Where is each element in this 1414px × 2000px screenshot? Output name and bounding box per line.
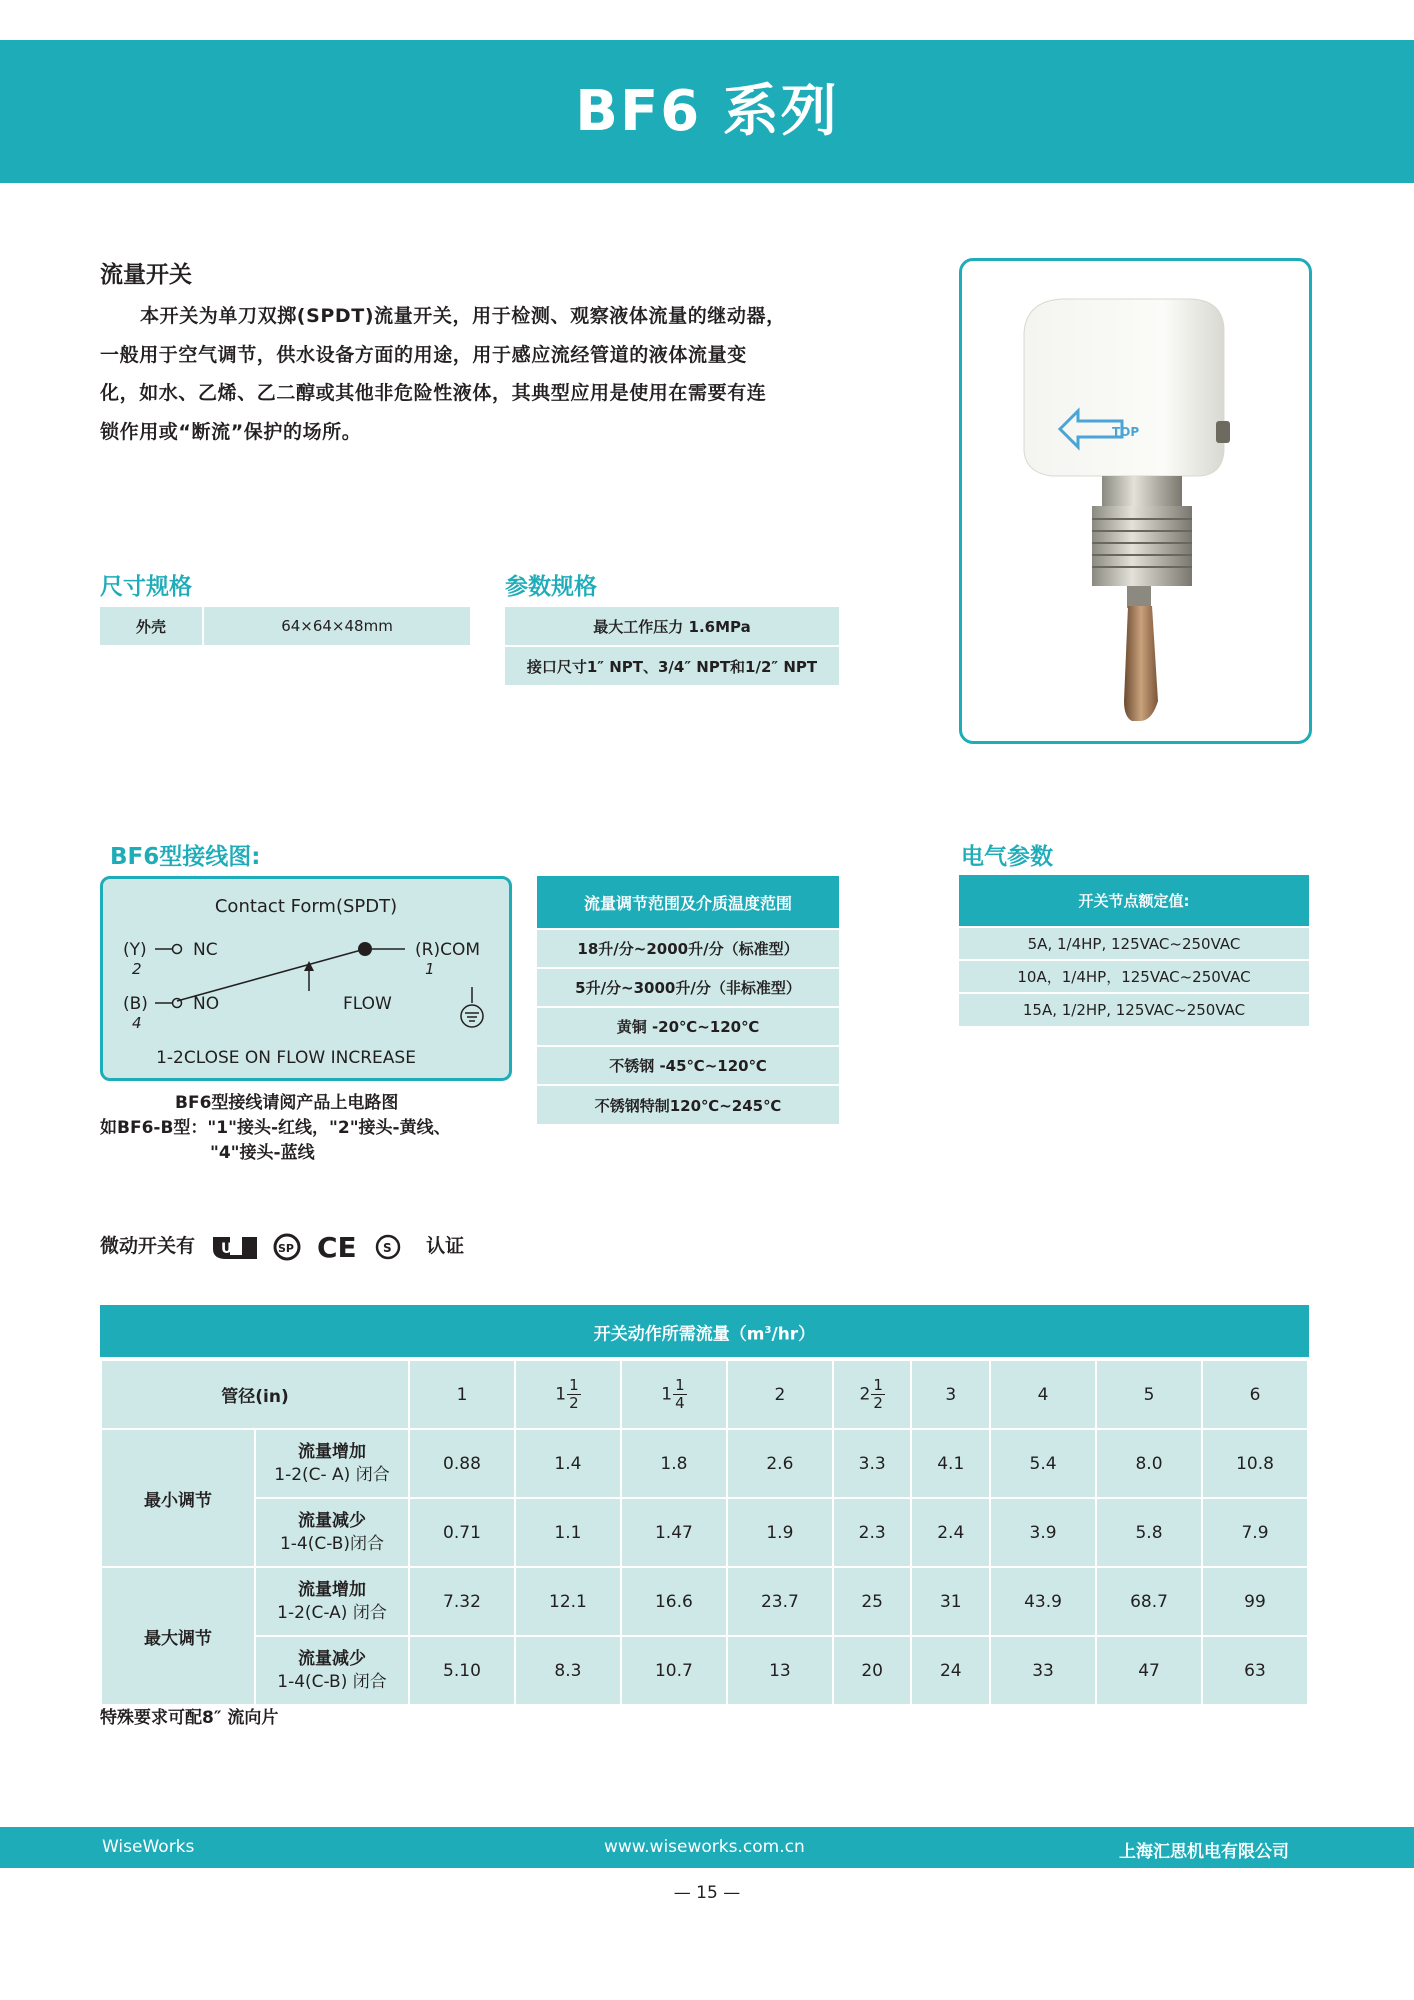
fraction-numerator: 1 (675, 1376, 685, 1394)
fraction-denominator: 2 (569, 1394, 579, 1412)
flow-value-cell: 4.1 (911, 1429, 990, 1498)
flow-table (100, 1359, 1309, 1706)
range-table-header: 流量调节范围及介质温度范围 (537, 876, 839, 929)
flow-value-cell: 0.88 (409, 1429, 515, 1498)
size-header-cell (621, 1360, 727, 1429)
com-number: 1 (425, 960, 435, 978)
page-title: BF6 系列 (575, 79, 839, 144)
ul-icon (210, 1231, 260, 1263)
ground-icon (461, 987, 483, 1027)
svg-text:CE: CE (316, 1230, 357, 1263)
csa-icon (272, 1231, 302, 1263)
intro-line: 一般用于空气调节，供水设备方面的用途，用于感应流经管道的液体流量变 (100, 343, 747, 366)
range-row: 18升/分~2000升/分（标准型） (537, 929, 839, 968)
flow-switch-image (962, 261, 1309, 741)
flow-value-cell: 2.3 (833, 1498, 912, 1567)
y-terminal-label: (Y) (123, 940, 147, 960)
flow-table-footnote: 特殊要求可配8″ 流向片 (100, 1708, 279, 1728)
size-spec-title: 尺寸规格 (100, 574, 192, 600)
size-header-label: 管径(in) (101, 1360, 409, 1429)
flow-table-title-sup: 3 (764, 1325, 772, 1336)
flow-value-cell: 63 (1202, 1636, 1308, 1705)
param-spec-table (505, 607, 839, 685)
com-label: (R)COM (415, 940, 480, 960)
size-whole: 3 (945, 1384, 957, 1405)
flow-value-cell: 47 (1096, 1636, 1202, 1705)
wiring-caption (100, 1091, 520, 1166)
b-terminal-number: 4 (132, 1014, 142, 1032)
size-header-cell (409, 1360, 515, 1429)
electrical-row: 5A, 1/4HP, 125VAC~250VAC (959, 927, 1309, 960)
electrical-table (959, 875, 1309, 1026)
flow-value-cell: 8.3 (515, 1636, 621, 1705)
flow-value-cell: 99 (1202, 1567, 1308, 1636)
size-whole: 4 (1037, 1384, 1049, 1405)
wiring-diagram-graphic (103, 879, 509, 1078)
flow-table-header-row (101, 1360, 1308, 1429)
flow-value-cell: 31 (911, 1567, 990, 1636)
flow-value-cell: 2.4 (911, 1498, 990, 1567)
nc-label: NC (193, 940, 218, 960)
certification-line (100, 1226, 464, 1266)
size-spec-table (100, 607, 470, 645)
size-whole: 1 (555, 1384, 567, 1405)
electrical-title: 电气参数 (961, 844, 1053, 870)
size-whole: 1 (456, 1384, 468, 1405)
footer-company: 上海汇思机电有限公司 (1119, 1842, 1289, 1862)
row-condition-title: 流量增加 (298, 1441, 366, 1462)
param-spec-row: 接口尺寸1″ NPT、3/4″ NPT和1/2″ NPT (505, 647, 839, 685)
row-condition (255, 1429, 409, 1498)
wiring-title: BF6型接线图: (110, 844, 261, 870)
param-spec-title: 参数规格 (505, 574, 597, 600)
flow-value-cell: 25 (833, 1567, 912, 1636)
flow-value-cell: 68.7 (1096, 1567, 1202, 1636)
group-label: 最大调节 (101, 1567, 255, 1705)
row-condition-title: 流量减少 (298, 1648, 366, 1669)
flow-table-row (101, 1636, 1308, 1705)
product-photo (959, 258, 1312, 744)
contact-form-label: Contact Form(SPDT) (214, 896, 398, 917)
flow-value-cell: 7.32 (409, 1567, 515, 1636)
row-condition-contacts: 1-4(C-B) 闭合 (277, 1671, 387, 1692)
range-table (537, 876, 839, 1124)
size-header-cell (1202, 1360, 1308, 1429)
size-whole: 2 (774, 1384, 786, 1405)
range-row: 不锈钢特制120℃~245℃ (537, 1085, 839, 1124)
svg-text:U: U (220, 1240, 233, 1257)
svg-text:S: S (382, 1240, 392, 1255)
certification-prefix: 微动开关有 (100, 1235, 196, 1257)
flow-table-row (101, 1429, 1308, 1498)
size-header-cell (833, 1360, 912, 1429)
footer-website[interactable]: www.wiseworks.com.cn (604, 1837, 805, 1857)
footer-bar (0, 1827, 1414, 1868)
svg-text:TOP: TOP (1112, 425, 1140, 439)
row-condition (255, 1498, 409, 1567)
electrical-row: 10A，1/4HP，125VAC~250VAC (959, 960, 1309, 993)
wiring-caption-line: BF6型接线请阅产品上电路图 (175, 1093, 399, 1113)
flow-table-title-unit: /hr） (771, 1324, 816, 1345)
ce-icon (317, 1231, 361, 1263)
electrical-row: 15A, 1/2HP, 125VAC~250VAC (959, 993, 1309, 1026)
y-terminal-number: 2 (132, 960, 142, 978)
flow-table-title (100, 1305, 1309, 1357)
b-terminal-label: (B) (123, 994, 148, 1014)
flow-table-title-text: 开关动作所需流量（m (593, 1324, 765, 1345)
flow-value-cell: 12.1 (515, 1567, 621, 1636)
intro-line: 化，如水、乙烯、乙二醇或其他非危险性液体，其典型应用是使用在需要有连 (100, 382, 767, 404)
intro-title: 流量开关 (100, 262, 192, 288)
param-spec-row: 最大工作压力 1.6MPa (505, 607, 839, 645)
size-header-cell (911, 1360, 990, 1429)
fraction-numerator: 1 (569, 1376, 579, 1394)
flow-value-cell: 5.4 (990, 1429, 1096, 1498)
flow-label: FLOW (343, 994, 392, 1014)
flow-value-cell: 5.8 (1096, 1498, 1202, 1567)
intro-paragraph (100, 297, 850, 451)
flow-value-cell: 13 (727, 1636, 833, 1705)
flow-value-cell: 1.8 (621, 1429, 727, 1498)
flow-value-cell: 8.0 (1096, 1429, 1202, 1498)
flow-value-cell: 33 (990, 1636, 1096, 1705)
footer-brand: WiseWorks (102, 1837, 195, 1857)
fraction-numerator: 1 (873, 1376, 883, 1394)
page-number: — 15 — (673, 1883, 741, 1903)
row-condition (255, 1636, 409, 1705)
flow-value-cell: 1.9 (727, 1498, 833, 1567)
size-header-cell (990, 1360, 1096, 1429)
flow-value-cell: 23.7 (727, 1567, 833, 1636)
size-header-cell (515, 1360, 621, 1429)
row-condition (255, 1567, 409, 1636)
size-header-cell (1096, 1360, 1202, 1429)
flow-value-cell: 0.71 (409, 1498, 515, 1567)
no-contact (173, 999, 182, 1008)
electrical-header: 开关节点额定值: (959, 875, 1309, 927)
flow-value-cell: 24 (911, 1636, 990, 1705)
intro-line: 本开关为单刀双掷(SPDT)流量开关，用于检测、观察液体流量的继动器， (140, 305, 786, 327)
svg-text:SP: SP (278, 1241, 295, 1255)
certification-suffix: 认证 (426, 1235, 465, 1257)
size-fraction (567, 1377, 581, 1412)
size-spec-label: 外壳 (100, 607, 203, 645)
size-fraction (673, 1377, 687, 1412)
row-condition-contacts: 1-2(C- A) 闭合 (274, 1464, 390, 1485)
flow-value-cell: 10.8 (1202, 1429, 1308, 1498)
flow-value-cell: 10.7 (621, 1636, 727, 1705)
flow-value-cell: 3.9 (990, 1498, 1096, 1567)
wiring-diagram (100, 876, 512, 1081)
fraction-denominator: 4 (675, 1394, 685, 1412)
nc-contact (173, 945, 182, 954)
size-fraction (871, 1377, 885, 1412)
size-whole: 1 (661, 1384, 673, 1405)
flow-table-row (101, 1498, 1308, 1567)
flow-value-cell: 1.4 (515, 1429, 621, 1498)
wiring-caption-line: "4"接头-蓝线 (210, 1143, 315, 1163)
size-header-cell (727, 1360, 833, 1429)
wiring-note: 1-2CLOSE ON FLOW INCREASE (156, 1048, 416, 1068)
flow-value-cell: 5.10 (409, 1636, 515, 1705)
size-spec-value: 64×64×48mm (203, 607, 470, 645)
range-row: 5升/分~3000升/分（非标准型） (537, 968, 839, 1007)
size-whole: 6 (1249, 1384, 1261, 1405)
flow-value-cell: 2.6 (727, 1429, 833, 1498)
row-condition-contacts: 1-2(C-A) 闭合 (277, 1602, 387, 1623)
flow-value-cell: 1.47 (621, 1498, 727, 1567)
row-condition-title: 流量减少 (298, 1510, 366, 1531)
range-row: 不锈钢 -45℃~120℃ (537, 1046, 839, 1085)
fraction-denominator: 2 (873, 1394, 883, 1412)
flow-value-cell: 1.1 (515, 1498, 621, 1567)
flow-value-cell: 7.9 (1202, 1498, 1308, 1567)
flow-value-cell: 16.6 (621, 1567, 727, 1636)
intro-line: 锁作用或“断流”保护的场所。 (100, 420, 362, 443)
flow-value-cell: 43.9 (990, 1567, 1096, 1636)
range-row: 黄铜 -20℃~120℃ (537, 1007, 839, 1046)
flow-table-row (101, 1567, 1308, 1636)
row-condition-contacts: 1-4(C-B)闭合 (279, 1533, 385, 1554)
tuv-icon (374, 1231, 402, 1263)
size-whole: 5 (1143, 1384, 1155, 1405)
row-condition-title: 流量增加 (298, 1579, 366, 1600)
flow-value-cell: 3.3 (833, 1429, 912, 1498)
group-label: 最小调节 (101, 1429, 255, 1567)
flow-value-cell: 20 (833, 1636, 912, 1705)
no-label: NO (193, 994, 220, 1014)
size-whole: 2 (859, 1384, 871, 1405)
wiring-caption-line: 如BF6-B型："1"接头-红线，"2"接头-黄线、 (100, 1118, 451, 1138)
